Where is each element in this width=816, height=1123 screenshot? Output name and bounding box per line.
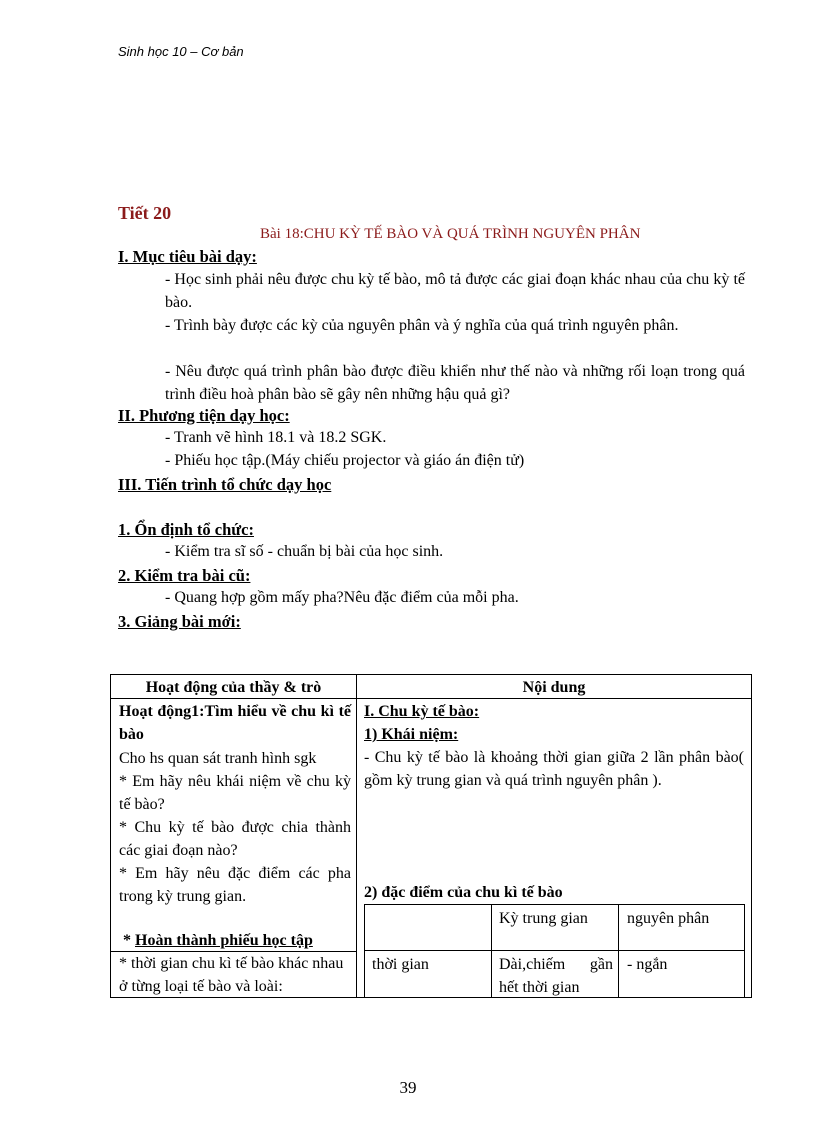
page-number: 39 [399, 1078, 417, 1097]
objective-item: - Nêu được quá trình phân bào được điều khiển như thế nào và những rối loạn trong quá trình điều hoà phân bào sẽ gây nên những hậu quả gì? [165, 363, 745, 403]
step-organize-heading: 1. Ổn định tổ chức: [118, 520, 254, 539]
inner-header-mitosis: nguyên phân [627, 910, 710, 927]
table-header-content: Nội dung [522, 679, 586, 696]
table-header-activities: Hoạt động của thầy & trò [145, 679, 322, 696]
lesson-table [110, 674, 752, 998]
characteristics-table [364, 904, 745, 997]
material-item: - Phiếu học tập.(Máy chiếu projector và giáo án điện tử) [165, 452, 525, 469]
step-review-item: - Quang hợp gồm mấy pha?Nêu đặc điểm của mỗi pha. [165, 589, 519, 606]
content-subheading-characteristics: 2) đặc điểm của chu kì tế bào [364, 884, 563, 901]
objective-item: - Trình bày được các kỳ của nguyên phân và ý nghĩa của quá trình nguyên phân. [165, 317, 679, 334]
lesson-period-title: Tiết 20 [118, 203, 172, 223]
activity-title: Hoạt động1:Tìm hiểu về chu kì tế bào [119, 703, 351, 743]
inner-divider [491, 905, 492, 998]
step-new-lesson-heading: 3. Giảng bài mới: [118, 612, 241, 631]
content-subheading-concept: 1) Khái niệm: [364, 726, 459, 743]
inner-divider [365, 950, 744, 951]
activity-step: Cho hs quan sát tranh hình sgk [119, 750, 317, 767]
worksheet-task [123, 929, 355, 952]
section-objectives-heading: I. Mục tiêu bài dạy: [118, 247, 257, 266]
activity-question: * Em hãy nêu đặc điểm các pha trong kỳ trung gian. [119, 865, 351, 905]
content-heading: I. Chu kỳ tế bào: [364, 703, 480, 720]
inner-header-interphase: Kỳ trung gian [499, 910, 588, 927]
inner-divider [618, 905, 619, 998]
lesson-title: Bài 18:CHU KỲ TẾ BÀO VÀ QUÁ TRÌNH NGUYÊN PHÂN [260, 226, 641, 242]
content-definition: - Chu kỳ tế bào là khoảng thời gian giữa 2 lần phân bào( gồm kỳ trung gian và quá trình nguyên phân ). [364, 749, 744, 789]
objective-item: - Học sinh phải nêu được chu kỳ tế bào, mô tả được các giai đoạn khác nhau của chu kỳ tế bào. [165, 271, 745, 311]
table-divider-vertical [356, 675, 357, 997]
worksheet-label: Hoàn thành phiếu học tập [135, 932, 313, 949]
activity-note: * thời gian chu kì tế bào khác nhau ở từng loại tế bào và loài: [119, 955, 344, 995]
activity-question: * Chu kỳ tế bào được chia thành các giai đoạn nào? [119, 819, 351, 859]
section-materials-heading: II. Phương tiện dạy học: [118, 406, 290, 425]
step-organize-item: - Kiểm tra sĩ số - chuẩn bị bài của học sinh. [165, 543, 444, 560]
inner-row-label-time: thời gian [372, 956, 429, 973]
inner-cell-interphase-time: Dài,chiếm gần hết thời gian [499, 956, 613, 996]
material-item: - Tranh vẽ hình 18.1 và 18.2 SGK. [165, 429, 387, 446]
section-procedure-heading: III. Tiến trình tổ chức dạy học [118, 475, 332, 494]
worksheet-bullet: * [123, 932, 131, 949]
step-review-heading: 2. Kiểm tra bài cũ: [118, 566, 251, 585]
activity-question: * Em hãy nêu khái niệm về chu kỳ tế bào? [119, 773, 351, 813]
inner-cell-mitosis-time: - ngắn [627, 956, 668, 973]
page-header: Sinh học 10 – Cơ bản [118, 44, 244, 59]
